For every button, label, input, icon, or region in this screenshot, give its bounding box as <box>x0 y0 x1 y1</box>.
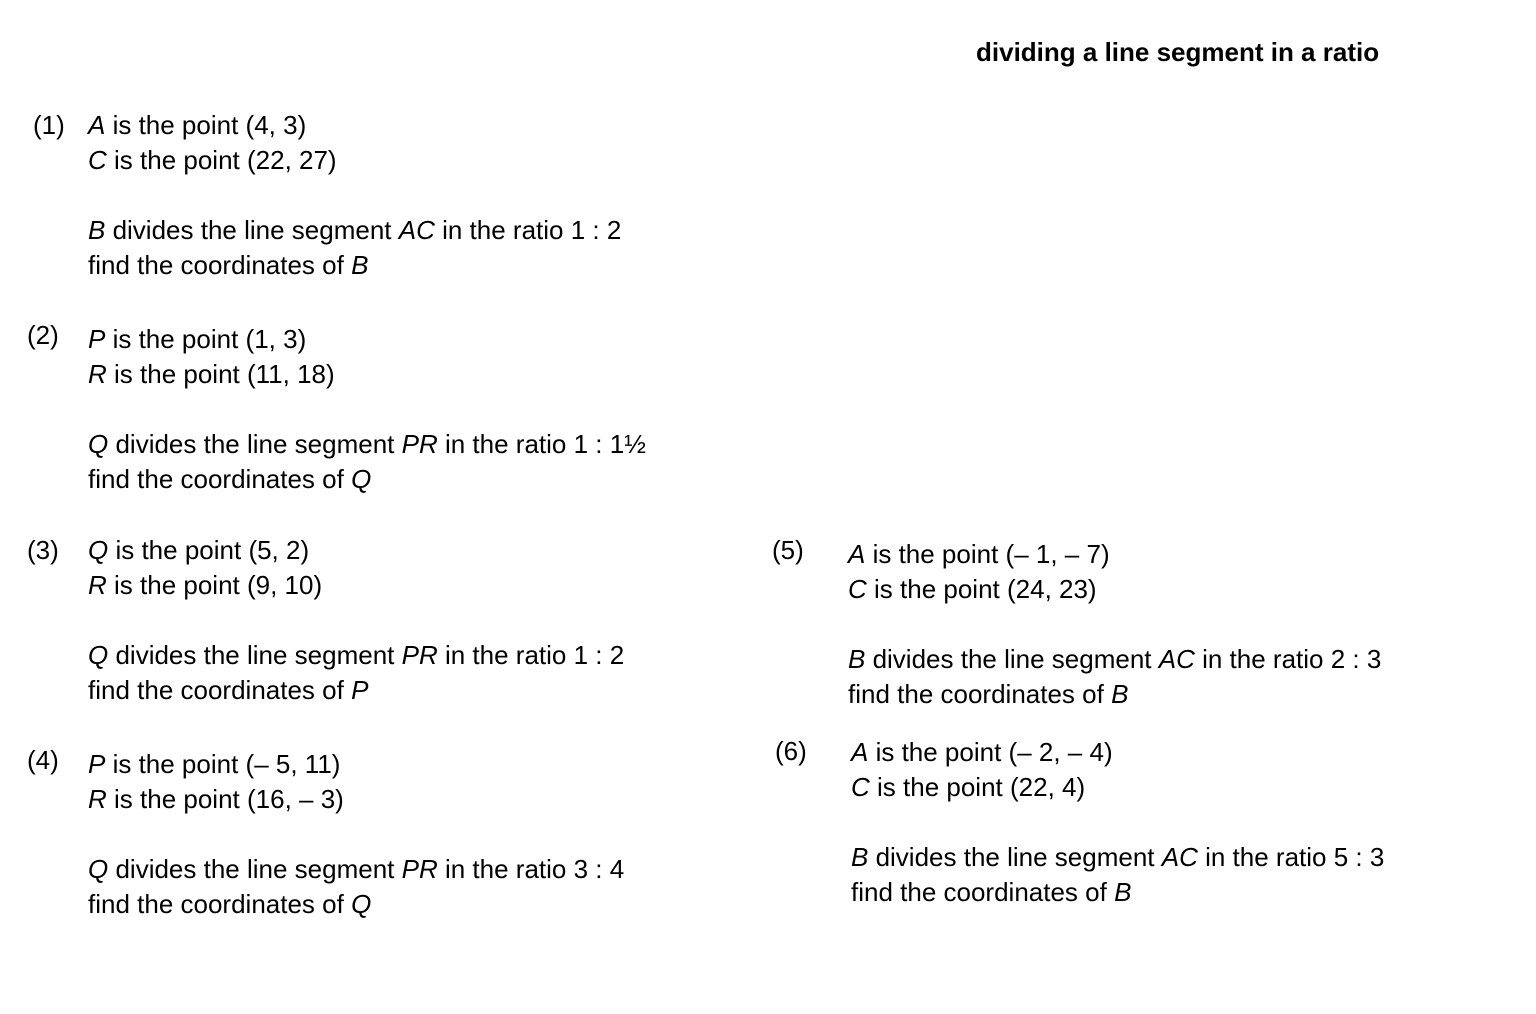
ratio-value: 2 : 3 <box>1330 644 1382 674</box>
point-variable: Q <box>88 535 109 565</box>
target-variable: B <box>1111 679 1129 709</box>
point-variable: R <box>88 359 107 389</box>
divides-text: divides the line segment <box>108 854 402 884</box>
point-coordinates: (1, 3) <box>245 324 307 354</box>
ratio-text: in the ratio <box>437 640 574 670</box>
point-text: is the point <box>106 570 247 600</box>
ratio-text: in the ratio <box>1194 644 1331 674</box>
find-text: find the coordinates of <box>88 675 352 705</box>
question-2 <box>88 322 646 497</box>
point-coordinates: (16, – 3) <box>246 784 344 814</box>
ratio-value: 1 : 2 <box>570 215 622 245</box>
question-2-line-1 <box>88 322 646 357</box>
ratio-value: 3 : 4 <box>573 854 625 884</box>
point-variable: A <box>848 539 866 569</box>
divides-text: divides the line segment <box>865 644 1159 674</box>
point-variable: A <box>88 110 106 140</box>
point-variable: A <box>851 737 869 767</box>
find-text: find the coordinates of <box>851 877 1115 907</box>
point-text: is the point <box>865 539 1006 569</box>
point-coordinates: (– 5, 11) <box>245 749 341 779</box>
point-text: is the point <box>869 772 1010 802</box>
point-variable: C <box>848 574 867 604</box>
question-1-line-1 <box>88 108 621 143</box>
point-coordinates: (9, 10) <box>246 570 323 600</box>
segment-name: AC <box>1161 842 1198 872</box>
question-6-line-3 <box>851 840 1384 875</box>
question-2-line-4 <box>88 462 646 497</box>
point-coordinates: (– 2, – 4) <box>1008 737 1113 767</box>
point-text: is the point <box>105 110 246 140</box>
divider-variable: B <box>848 644 866 674</box>
question-5-line-2 <box>848 572 1381 607</box>
divider-variable: Q <box>88 429 109 459</box>
target-variable: Q <box>351 464 372 494</box>
question-4 <box>88 747 624 922</box>
question-5-line-4 <box>848 677 1381 712</box>
divides-text: divides the line segment <box>108 429 402 459</box>
question-3-line-4 <box>88 673 624 708</box>
segment-name: PR <box>401 429 438 459</box>
question-3-line-2 <box>88 568 624 603</box>
divides-text: divides the line segment <box>868 842 1162 872</box>
question-5 <box>848 537 1381 712</box>
ratio-text: in the ratio <box>434 215 571 245</box>
point-variable: R <box>88 570 107 600</box>
ratio-value: 1 : 2 <box>573 640 625 670</box>
point-variable: C <box>88 145 107 175</box>
question-2-line-2 <box>88 357 646 392</box>
question-1-line-3 <box>88 213 621 248</box>
point-text: is the point <box>108 535 249 565</box>
point-coordinates: (11, 18) <box>246 359 335 389</box>
question-4-line-2 <box>88 782 624 817</box>
ratio-value: 1 : 1½ <box>573 429 646 459</box>
find-text: find the coordinates of <box>88 889 352 919</box>
question-number-1: (1) <box>33 110 65 140</box>
point-text: is the point <box>868 737 1009 767</box>
question-3 <box>88 533 624 708</box>
question-5-line-3 <box>848 642 1381 677</box>
find-text: find the coordinates of <box>848 679 1112 709</box>
question-5-line-1 <box>848 537 1381 572</box>
point-variable: P <box>88 749 106 779</box>
divider-variable: B <box>88 215 106 245</box>
point-coordinates: (22, 4) <box>1009 772 1086 802</box>
question-number-6: (6) <box>775 736 807 766</box>
find-text: find the coordinates of <box>88 464 352 494</box>
ratio-value: 5 : 3 <box>1333 842 1385 872</box>
segment-name: AC <box>1158 644 1195 674</box>
question-number-2: (2) <box>27 320 59 350</box>
divides-text: divides the line segment <box>105 215 399 245</box>
point-coordinates: (24, 23) <box>1006 574 1097 604</box>
divider-variable: Q <box>88 640 109 670</box>
point-text: is the point <box>105 324 246 354</box>
point-variable: R <box>88 784 107 814</box>
target-variable: B <box>351 250 369 280</box>
target-variable: P <box>351 675 369 705</box>
question-3-line-3 <box>88 638 624 673</box>
question-4-line-4 <box>88 887 624 922</box>
point-text: is the point <box>105 749 246 779</box>
question-6 <box>851 735 1384 910</box>
ratio-text: in the ratio <box>1197 842 1334 872</box>
point-text: is the point <box>106 784 247 814</box>
question-3-line-1 <box>88 533 624 568</box>
point-coordinates: (– 1, – 7) <box>1005 539 1110 569</box>
point-coordinates: (22, 27) <box>246 145 337 175</box>
question-6-line-1 <box>851 735 1384 770</box>
question-number-4: (4) <box>27 745 59 775</box>
point-variable: C <box>851 772 870 802</box>
question-4-line-1 <box>88 747 624 782</box>
ratio-text: in the ratio <box>437 854 574 884</box>
segment-name: PR <box>401 640 438 670</box>
divides-text: divides the line segment <box>108 640 402 670</box>
question-number-5: (5) <box>772 535 804 565</box>
ratio-text: in the ratio <box>437 429 574 459</box>
point-text: is the point <box>106 359 247 389</box>
point-coordinates: (4, 3) <box>245 110 307 140</box>
question-1-line-4 <box>88 248 621 283</box>
question-2-line-3 <box>88 427 646 462</box>
question-1-line-2 <box>88 143 621 178</box>
point-text: is the point <box>866 574 1007 604</box>
question-number-3: (3) <box>27 535 59 565</box>
target-variable: B <box>1114 877 1132 907</box>
question-1 <box>88 108 621 283</box>
target-variable: Q <box>351 889 372 919</box>
point-text: is the point <box>106 145 247 175</box>
page-title: dividing a line segment in a ratio <box>976 37 1380 67</box>
segment-name: PR <box>401 854 438 884</box>
divider-variable: B <box>851 842 869 872</box>
point-variable: P <box>88 324 106 354</box>
point-coordinates: (5, 2) <box>248 535 310 565</box>
divider-variable: Q <box>88 854 109 884</box>
segment-name: AC <box>398 215 435 245</box>
question-6-line-2 <box>851 770 1384 805</box>
find-text: find the coordinates of <box>88 250 352 280</box>
question-6-line-4 <box>851 875 1384 910</box>
question-4-line-3 <box>88 852 624 887</box>
